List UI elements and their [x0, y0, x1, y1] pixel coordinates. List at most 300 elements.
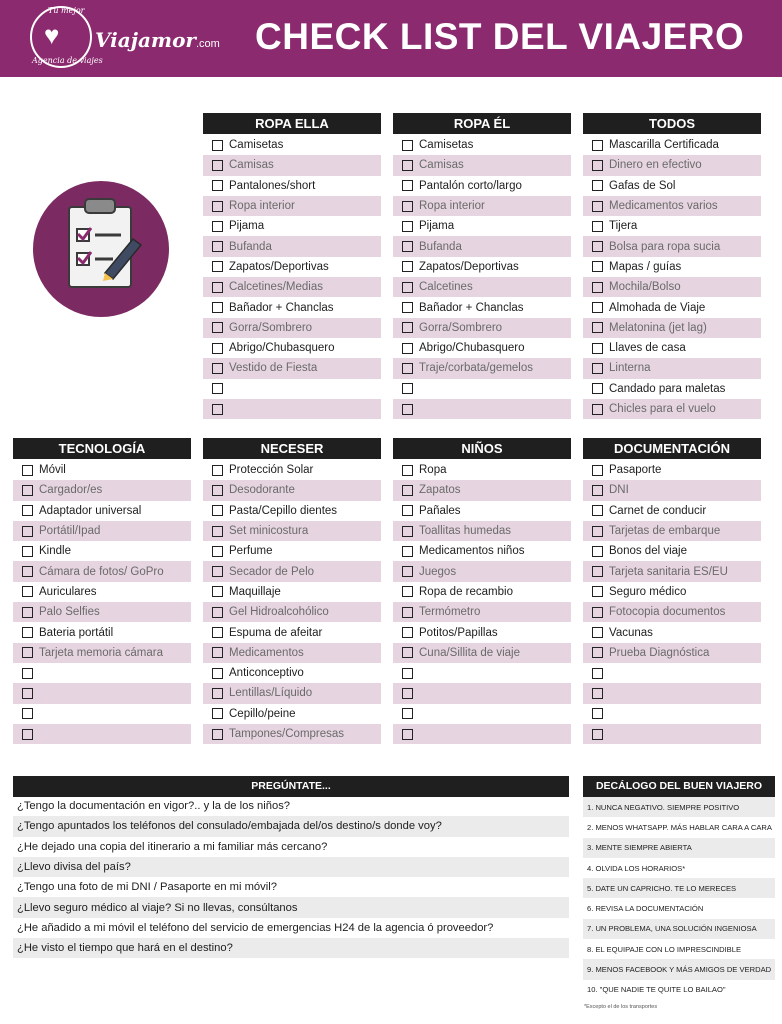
checklist-item-label: Gafas de Sol: [609, 179, 676, 192]
checkbox[interactable]: [212, 729, 223, 740]
checklist-item[interactable]: [393, 622, 571, 642]
checklist-item-label: Ropa de recambio: [419, 585, 513, 598]
checkbox[interactable]: [402, 546, 413, 557]
decalogo-title: DECÁLOGO DEL BUEN VIAJERO: [583, 776, 775, 797]
checklist-item[interactable]: [13, 704, 191, 724]
checklist-item[interactable]: [583, 297, 761, 317]
checklist-item-label: Desodorante: [229, 484, 295, 497]
section-title: DOCUMENTACIÓN: [583, 438, 761, 459]
checklist-item-label: Candado para maletas: [609, 382, 726, 395]
checkbox[interactable]: [212, 261, 223, 272]
checkbox[interactable]: [592, 505, 603, 516]
checkbox[interactable]: [212, 160, 223, 171]
checklist-item-label: Bufanda: [419, 240, 462, 253]
checkbox[interactable]: [22, 708, 33, 719]
checkbox[interactable]: [212, 383, 223, 394]
checklist-item-label: Pasta/Cepillo dientes: [229, 504, 338, 517]
checklist-item[interactable]: [583, 358, 761, 378]
checklist-item-label: Palo Selfies: [39, 606, 100, 619]
checklist-item-label: Cámara de fotos/ GoPro: [39, 565, 164, 578]
question-item: ¿Tengo apuntados los teléfonos del consulado/embajada del/os destino/s donde voy?: [13, 816, 569, 836]
checklist-item-label: Llaves de casa: [609, 342, 686, 355]
checkbox[interactable]: [402, 282, 413, 293]
checkbox[interactable]: [402, 180, 413, 191]
checklist-item-label: Linterna: [609, 362, 651, 375]
checklist-item[interactable]: [203, 521, 381, 541]
checklist-item-label: Camisas: [229, 159, 274, 172]
checkbox[interactable]: [212, 465, 223, 476]
question-item: ¿He dejado una copia del itinerario a mi familiar más cercano?: [17, 840, 328, 853]
checklist-item[interactable]: [583, 480, 761, 500]
checkbox[interactable]: [592, 688, 603, 699]
checklist-item[interactable]: [393, 216, 571, 236]
checkbox[interactable]: [402, 261, 413, 272]
checkbox[interactable]: [592, 566, 603, 577]
checkbox[interactable]: [592, 261, 603, 272]
checklist-item-label: Fotocopia documentos: [609, 606, 726, 619]
checkbox[interactable]: [402, 383, 413, 394]
checklist-item[interactable]: [203, 196, 381, 216]
checklist-item[interactable]: [203, 683, 381, 703]
checkbox[interactable]: [22, 729, 33, 740]
checklist-item[interactable]: [583, 602, 761, 622]
checkbox[interactable]: [212, 201, 223, 212]
checkbox[interactable]: [592, 465, 603, 476]
checklist-item[interactable]: [203, 358, 381, 378]
decalogo-item: 1. NUNCA NEGATIVO. SIEMPRE POSITIVO: [583, 797, 775, 817]
checklist-item-label: Medicamentos niños: [419, 545, 525, 558]
section-todos: [583, 113, 761, 419]
checkbox[interactable]: [22, 688, 33, 699]
checklist-item[interactable]: [203, 135, 381, 155]
checklist-item-label: Anticonceptivo: [229, 667, 304, 680]
checkbox[interactable]: [212, 607, 223, 618]
checkbox[interactable]: [22, 546, 33, 557]
checklist-item[interactable]: [583, 399, 761, 419]
checklist-item[interactable]: [13, 622, 191, 642]
checkbox[interactable]: [212, 526, 223, 537]
checklist-item-label: Set minicostura: [229, 525, 309, 538]
checklist-item[interactable]: [203, 297, 381, 317]
checklist-item[interactable]: [13, 663, 191, 683]
checklist-item-label: Juegos: [419, 565, 457, 578]
checkbox[interactable]: [22, 485, 33, 496]
checklist-item[interactable]: [203, 541, 381, 561]
checklist-item[interactable]: [393, 561, 571, 581]
checkbox[interactable]: [212, 180, 223, 191]
checkbox[interactable]: [212, 505, 223, 516]
checkbox[interactable]: [592, 140, 603, 151]
checkbox[interactable]: [402, 647, 413, 658]
checklist-item[interactable]: [203, 643, 381, 663]
checklist-item[interactable]: [393, 643, 571, 663]
checkbox[interactable]: [592, 546, 603, 557]
checklist-item-label: Termómetro: [419, 606, 481, 619]
question-item: ¿Tengo una foto de mi DNI / Pasaporte en mi móvil?: [17, 881, 277, 894]
checklist-item-label: Secador de Pelo: [229, 565, 315, 578]
checklist-item[interactable]: [203, 277, 381, 297]
checklist-item-label: Pijama: [229, 220, 265, 233]
checklist-item[interactable]: [393, 704, 571, 724]
checklist-item[interactable]: [203, 704, 381, 724]
checklist-item[interactable]: [203, 257, 381, 277]
brand-domain: .com: [195, 38, 220, 50]
section-ropa-el: [393, 113, 571, 419]
checkbox[interactable]: [402, 322, 413, 333]
checklist-item-label: Lentillas/Líquido: [229, 687, 313, 700]
checkbox[interactable]: [402, 241, 413, 252]
checkbox[interactable]: [22, 607, 33, 618]
checklist-item[interactable]: [393, 297, 571, 317]
checkbox[interactable]: [592, 586, 603, 597]
checklist-item[interactable]: [393, 257, 571, 277]
checklist-item[interactable]: [203, 379, 381, 399]
checklist-item[interactable]: [393, 155, 571, 175]
checklist-item[interactable]: [393, 196, 571, 216]
checklist-item[interactable]: [393, 460, 571, 480]
checklist-item-label: Potitos/Papillas: [419, 626, 498, 639]
checklist-item[interactable]: [13, 521, 191, 541]
checkbox[interactable]: [592, 343, 603, 354]
checklist-item-label: Bonos del viaje: [609, 545, 687, 558]
checkbox[interactable]: [592, 160, 603, 171]
checklist-item[interactable]: [583, 541, 761, 561]
checklist-item-label: Cargador/es: [39, 484, 103, 497]
checklist-item-label: Chicles para el vuelo: [609, 403, 716, 415]
checklist-item-label: Bateria portátil: [39, 626, 114, 639]
decalogo-item: 9. MENOS FACEBOOK Y MÁS AMIGOS DE VERDAD: [583, 959, 775, 979]
checklist-item-label: Ropa interior: [419, 200, 485, 213]
checklist-item[interactable]: [583, 582, 761, 602]
section-title: TECNOLOGÍA: [13, 438, 191, 459]
checklist-item[interactable]: [13, 643, 191, 663]
checklist-item-label: DNI: [609, 484, 629, 497]
questions-list: [13, 796, 569, 958]
checkbox[interactable]: [212, 363, 223, 374]
checkbox[interactable]: [402, 627, 413, 638]
section-title: NIÑOS: [393, 438, 571, 459]
checkbox[interactable]: [212, 140, 223, 151]
checklist-item[interactable]: [393, 338, 571, 358]
checkbox[interactable]: [592, 404, 603, 415]
checklist-item-label: Auriculares: [39, 585, 97, 598]
checklist-item[interactable]: [583, 196, 761, 216]
checklist-item-label: Mascarilla Certificada: [609, 139, 719, 152]
checklist-item[interactable]: [393, 683, 571, 703]
decalogo-item: 6. REVISA LA DOCUMENTACIÓN: [587, 904, 704, 914]
section-tecnologia: [13, 438, 191, 744]
checkbox[interactable]: [212, 343, 223, 354]
checkbox[interactable]: [402, 160, 413, 171]
checkbox[interactable]: [592, 627, 603, 638]
checklist-item[interactable]: [583, 155, 761, 175]
checklist-item[interactable]: [203, 724, 381, 744]
checkbox[interactable]: [402, 485, 413, 496]
checkbox[interactable]: [592, 485, 603, 496]
checklist-item[interactable]: [393, 135, 571, 155]
checklist-item[interactable]: [13, 561, 191, 581]
checkbox[interactable]: [592, 180, 603, 191]
checkbox[interactable]: [402, 688, 413, 699]
checklist-item-label: Bañador + Chanclas: [419, 301, 524, 314]
checklist-item-label: Pijama: [419, 220, 455, 233]
checkbox[interactable]: [402, 668, 413, 679]
checklist-item[interactable]: [393, 318, 571, 338]
checkbox[interactable]: [592, 668, 603, 679]
checklist-item[interactable]: [583, 643, 761, 663]
question-item: ¿Tengo la documentación en vigor?.. y la de los niños?: [17, 800, 291, 813]
checklist-item[interactable]: [583, 318, 761, 338]
checkbox[interactable]: [592, 363, 603, 374]
checklist-item-label: Camisetas: [229, 139, 284, 152]
checklist-item-label: Camisas: [419, 159, 464, 172]
checklist-item[interactable]: [393, 582, 571, 602]
checklist-item[interactable]: [203, 582, 381, 602]
checkbox[interactable]: [402, 729, 413, 740]
checkbox[interactable]: [212, 668, 223, 679]
checklist-item[interactable]: [203, 338, 381, 358]
checklist-item[interactable]: [583, 216, 761, 236]
checklist-item[interactable]: [583, 135, 761, 155]
checkbox[interactable]: [212, 566, 223, 577]
checkbox[interactable]: [212, 241, 223, 252]
checklist-item-label: Pañales: [419, 504, 461, 517]
section-title: TODOS: [583, 113, 761, 134]
checkbox[interactable]: [592, 322, 603, 333]
checklist-item[interactable]: [393, 521, 571, 541]
checkbox[interactable]: [402, 586, 413, 597]
checklist-item[interactable]: [583, 561, 761, 581]
checklist-item[interactable]: [13, 460, 191, 480]
checklist-item[interactable]: [583, 622, 761, 642]
section-title: NECESER: [203, 438, 381, 459]
section-documentacion: [583, 438, 761, 744]
checkbox[interactable]: [212, 647, 223, 658]
checklist-item[interactable]: [583, 704, 761, 724]
section-title: ROPA ELLA: [203, 113, 381, 134]
checkbox[interactable]: [592, 607, 603, 618]
checkbox[interactable]: [22, 465, 33, 476]
checklist-item[interactable]: [583, 683, 761, 703]
checkbox[interactable]: [592, 221, 603, 232]
checklist-item-label: Medicamentos: [229, 646, 304, 659]
checkbox[interactable]: [592, 282, 603, 293]
brand-name: [95, 28, 220, 52]
decalogo-item: 4. OLVIDA LOS HORARIOS*: [587, 863, 686, 873]
checklist-item-label: Calcetines: [419, 281, 473, 294]
checklist-item-label: Pantalones/short: [229, 179, 316, 192]
checkbox[interactable]: [212, 404, 223, 415]
checklist-item[interactable]: [393, 724, 571, 744]
checkbox[interactable]: [402, 140, 413, 151]
question-item: ¿Llevo seguro médico al viaje? Si no llevas, consúltanos: [13, 897, 569, 917]
checklist-item[interactable]: [13, 724, 191, 744]
checklist-item[interactable]: [203, 460, 381, 480]
checklist-item[interactable]: [203, 501, 381, 521]
checklist-item[interactable]: [583, 379, 761, 399]
checkbox[interactable]: [592, 302, 603, 313]
checklist-item[interactable]: [583, 521, 761, 541]
checklist-item[interactable]: [203, 318, 381, 338]
checkbox[interactable]: [592, 647, 603, 658]
checkbox[interactable]: [402, 363, 413, 374]
checklist-item-label: Ropa interior: [229, 200, 295, 213]
checklist-item-label: Zapatos: [419, 484, 461, 497]
checkbox[interactable]: [402, 343, 413, 354]
checkbox[interactable]: [212, 302, 223, 313]
checklist-item-label: Calcetines/Medias: [229, 281, 323, 294]
page-title: CHECK LIST DEL VIAJERO: [255, 16, 745, 57]
checkbox[interactable]: [592, 729, 603, 740]
checklist-item[interactable]: [393, 480, 571, 500]
checkbox[interactable]: [22, 647, 33, 658]
checkbox[interactable]: [212, 221, 223, 232]
checklist-item-label: Carnet de conducir: [609, 504, 707, 517]
checkbox[interactable]: [22, 505, 33, 516]
checkbox[interactable]: [22, 526, 33, 537]
checklist-item-label: Móvil: [39, 464, 66, 477]
checklist-item-label: Bufanda: [229, 240, 272, 253]
decalogo-footnote: *Excepto el de los transportes: [584, 1004, 658, 1010]
checklist-item[interactable]: [583, 176, 761, 196]
checkbox[interactable]: [402, 465, 413, 476]
checkbox[interactable]: [402, 708, 413, 719]
checklist-item[interactable]: [203, 602, 381, 622]
checkbox[interactable]: [212, 322, 223, 333]
checklist-item-label: Seguro médico: [609, 585, 687, 598]
checklist-item[interactable]: [393, 399, 571, 419]
checklist-item[interactable]: [583, 724, 761, 744]
checklist-item-label: Mapas / guías: [609, 260, 682, 273]
checkbox[interactable]: [592, 241, 603, 252]
checklist-item-label: Tijera: [609, 220, 638, 233]
decalogo-item: 3. MENTE SIEMPRE ABIERTA: [583, 838, 775, 858]
questions-title: PREGÚNTATE...: [13, 776, 569, 797]
checklist-item[interactable]: [203, 663, 381, 683]
checkbox[interactable]: [592, 201, 603, 212]
checkbox[interactable]: [402, 201, 413, 212]
checklist-item[interactable]: [203, 216, 381, 236]
section-ropa-ella: [203, 113, 381, 419]
checklist-item[interactable]: [13, 582, 191, 602]
checkbox[interactable]: [212, 546, 223, 557]
logo-tagline-bottom: Agencia de viajes: [32, 56, 103, 65]
checklist-item[interactable]: [393, 277, 571, 297]
checklist-item[interactable]: [13, 480, 191, 500]
checklist-item[interactable]: [203, 155, 381, 175]
checklist-item[interactable]: [203, 399, 381, 419]
checklist-item-label: Gel Hidroalcohólico: [229, 606, 329, 619]
decalogo-item: 7. UN PROBLEMA, UNA SOLUCIÓN INGENIOSA: [583, 919, 775, 939]
checkbox[interactable]: [592, 383, 603, 394]
checklist-item[interactable]: [393, 541, 571, 561]
checklist-item[interactable]: [203, 561, 381, 581]
checkbox[interactable]: [402, 505, 413, 516]
checkbox[interactable]: [402, 404, 413, 415]
checkbox[interactable]: [22, 586, 33, 597]
checklist-item-label: Abrigo/Chubasquero: [229, 342, 335, 355]
checklist-item-label: Gorra/Sombrero: [229, 321, 313, 334]
checklist-item[interactable]: [13, 602, 191, 622]
checklist-item-label: Pantalón corto/largo: [419, 179, 522, 192]
logo-tagline-top: Tu mejor: [48, 6, 85, 15]
checkbox[interactable]: [22, 566, 33, 577]
checklist-item[interactable]: [203, 176, 381, 196]
checkbox[interactable]: [402, 566, 413, 577]
question-item: ¿Llevo divisa del país?: [13, 857, 569, 877]
checkbox[interactable]: [212, 485, 223, 496]
section-title: ROPA ÉL: [393, 113, 571, 134]
checklist-item[interactable]: [583, 460, 761, 480]
checklist-item[interactable]: [393, 501, 571, 521]
clipboard-checklist-icon: [33, 181, 169, 317]
checklist-item[interactable]: [583, 501, 761, 521]
decalogo-list: [583, 797, 775, 1000]
checkbox[interactable]: [402, 607, 413, 618]
checklist-item[interactable]: [13, 541, 191, 561]
checklist-item[interactable]: [393, 176, 571, 196]
checklist-item-label: Melatonina (jet lag): [609, 321, 707, 334]
checklist-item[interactable]: [393, 663, 571, 683]
checklist-item-label: Toallitas humedas: [419, 525, 512, 538]
decalogo-item: 8. EL EQUIPAJE CON LO IMPRESCINDIBLE: [587, 944, 742, 954]
checklist-item[interactable]: [393, 358, 571, 378]
checklist-item-label: Bañador + Chanclas: [229, 301, 334, 314]
checklist-item-label: Ropa: [419, 464, 447, 477]
checklist-item[interactable]: [583, 663, 761, 683]
checklist-item-label: Espuma de afeitar: [229, 626, 323, 639]
checklist-item[interactable]: [13, 683, 191, 703]
checklist-item[interactable]: [393, 379, 571, 399]
checklist-item[interactable]: [583, 236, 761, 256]
checklist-item[interactable]: [13, 501, 191, 521]
checklist-item-label: Protección Solar: [229, 464, 314, 477]
checklist-item-label: Camisetas: [419, 139, 474, 152]
checklist-item[interactable]: [583, 277, 761, 297]
question-item: ¿He visto el tiempo que hará en el destino?: [13, 938, 569, 958]
checklist-item[interactable]: [583, 338, 761, 358]
checkbox[interactable]: [592, 708, 603, 719]
checkbox[interactable]: [212, 586, 223, 597]
checkbox[interactable]: [212, 627, 223, 638]
checklist-item-label: Prueba Diagnóstica: [609, 646, 710, 659]
checkbox[interactable]: [592, 526, 603, 537]
checklist-item-label: Mochila/Bolso: [609, 281, 681, 294]
checklist-item[interactable]: [393, 602, 571, 622]
checkbox[interactable]: [212, 708, 223, 719]
checklist-item-label: Almohada de Viaje: [609, 301, 706, 314]
checkbox[interactable]: [212, 282, 223, 293]
checkbox[interactable]: [22, 627, 33, 638]
checklist-item[interactable]: [203, 622, 381, 642]
checklist-item-label: Cepillo/peine: [229, 707, 296, 720]
checklist-item[interactable]: [203, 480, 381, 500]
checklist-item-label: Pasaporte: [609, 464, 662, 477]
checkbox[interactable]: [212, 688, 223, 699]
heart-icon: ♥: [44, 20, 60, 50]
checkbox[interactable]: [402, 302, 413, 313]
section-neceser: [203, 438, 381, 744]
checkbox[interactable]: [402, 526, 413, 537]
checklist-item-label: Vestido de Fiesta: [229, 362, 318, 375]
checklist-item-label: Abrigo/Chubasquero: [419, 342, 525, 355]
checklist-item[interactable]: [583, 257, 761, 277]
checklist-item[interactable]: [203, 236, 381, 256]
checklist-item[interactable]: [393, 236, 571, 256]
checkbox[interactable]: [22, 668, 33, 679]
clipboard-svg: [33, 181, 169, 317]
checkbox[interactable]: [402, 221, 413, 232]
